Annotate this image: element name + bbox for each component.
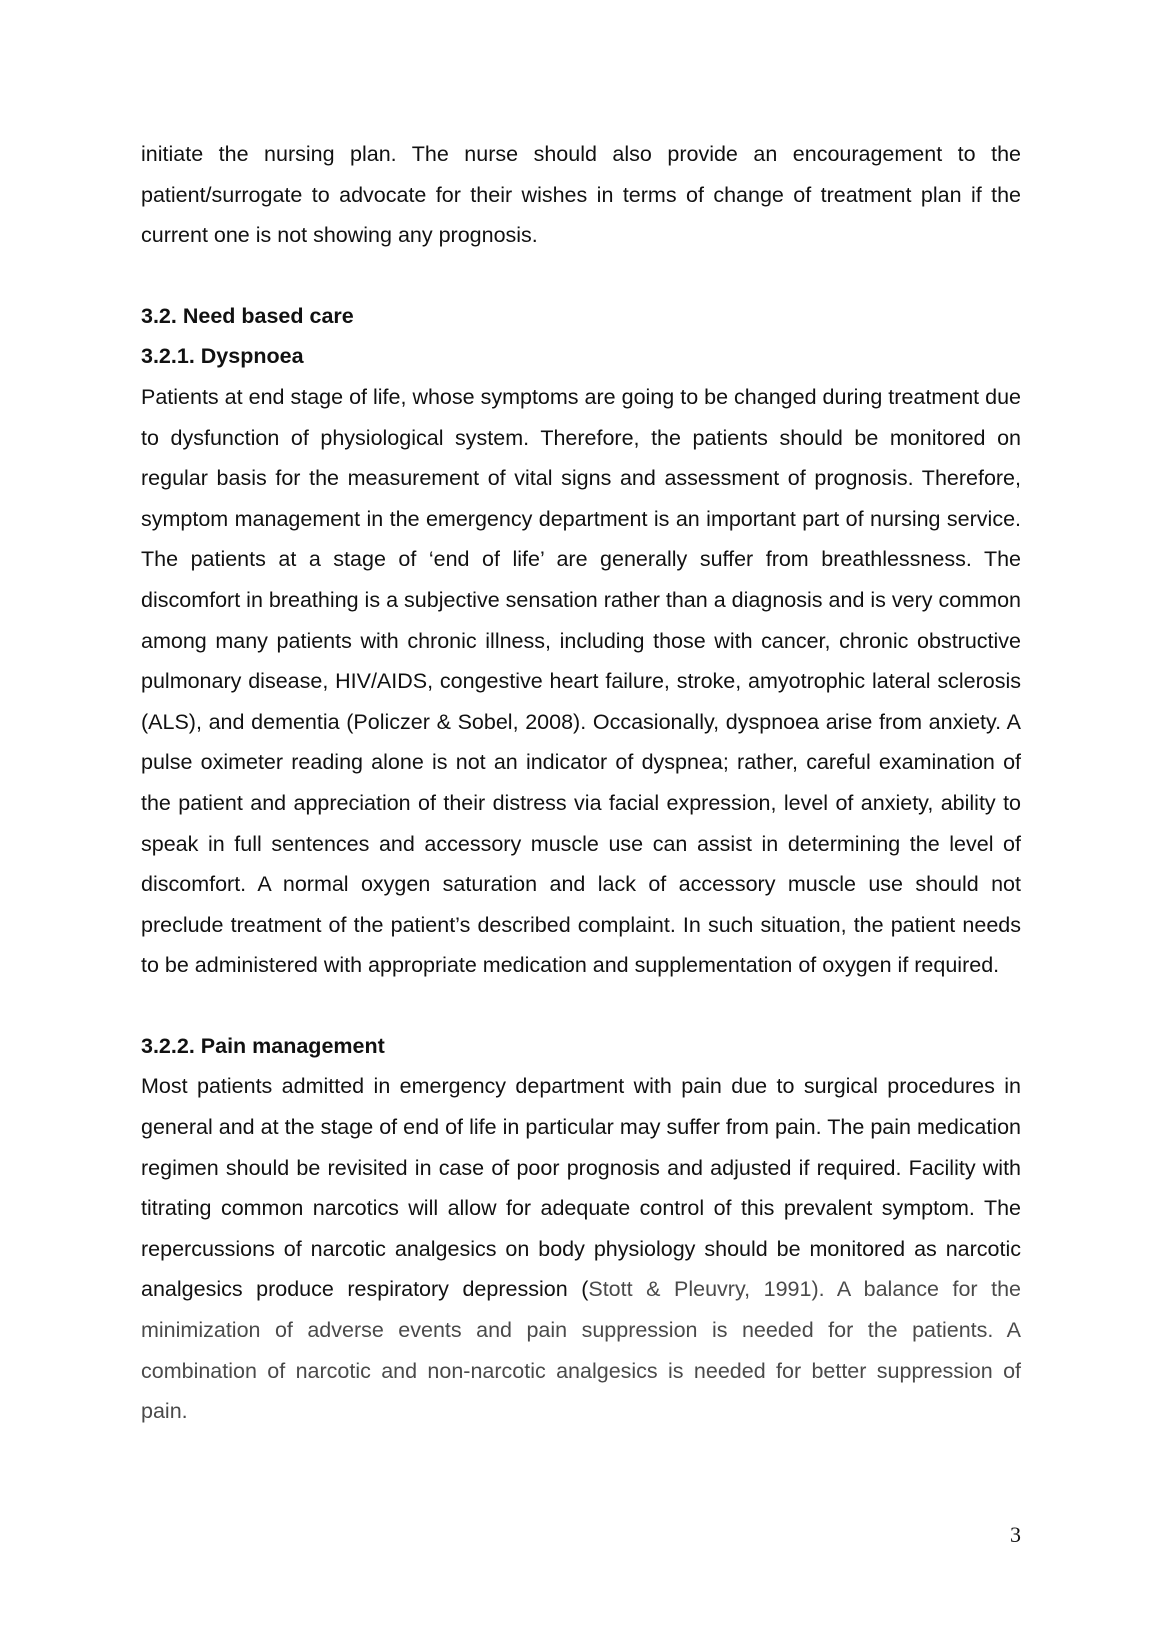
dyspnoea-paragraph: Patients at end stage of life, whose symptoms are going to be changed during treatment due to dysfunction of physiological system. Therefore, the patients should be monitored on regular basis for the measurement of vital signs and assessment of prognosis. Therefore, symptom management in the emergency department is an important part of nursing service. The patients at a stage of ‘end of life’ are generally suffer from breathlessness. The discomfort in breathing is a subjective sensation rather than a diagnosis and is very common among many patients with chronic illness, including those with cancer, chronic obstructive pulmonary disease, HIV/AIDS, congestive heart failure, stroke, amyotrophic lateral sclerosis (ALS), and dementia (Policzer & Sobel, 2008). Occasionally, dyspnoea arise from anxiety. A pulse oximeter reading alone is not an indicator of dyspnea; rather, careful examination of the patient and appreciation of their distress via facial expression, level of anxiety, ability to speak in full sentences and accessory muscle use can assist in determining the level of discomfort. A normal oxygen saturation and lack of accessory muscle use should not preclude treatment of the patient’s described complaint. In such situation, the patient needs to be administered with appropriate medication and supplementation of oxygen if required. bbox=[141, 384, 1021, 978]
pain-management-text-continued: Stott & Pleuvry, 1991). A balance for the minimization of adverse events and pain suppression is needed for the patients. A combination of narcotic and non-narcotic analgesics is needed for better suppression of pain. bbox=[141, 1277, 1021, 1424]
spacer bbox=[141, 256, 1021, 296]
subsection-heading-dyspnoea: 3.2.1. Dyspnoea bbox=[141, 344, 304, 369]
spacer bbox=[141, 986, 1021, 1026]
intro-paragraph: initiate the nursing plan. The nurse should also provide an encouragement to the patient/surrogate to advocate for their wishes in terms of change of treatment plan if the current one is not showing any prognosis. bbox=[141, 142, 1021, 248]
page-number: 3 bbox=[1010, 1522, 1021, 1547]
document-body bbox=[141, 134, 1021, 1432]
pain-management-paragraph bbox=[141, 1066, 1021, 1431]
pain-management-text: Most patients admitted in emergency department with pain due to surgical procedures in general and at the stage of end of life in particular may suffer from pain. The pain medication regimen should be revisited in case of poor prognosis and adjusted if required. Facility with titrating common narcotics will allow for adequate control of this prevalent symptom. The repercussions of narcotic analgesics on body physiology should be monitored as narcotic analgesics produce respiratory depression ( bbox=[141, 1074, 1021, 1302]
section-heading-need-based-care: 3.2. Need based care bbox=[141, 303, 354, 328]
subsection-heading-pain-management: 3.2.2. Pain management bbox=[141, 1033, 385, 1058]
